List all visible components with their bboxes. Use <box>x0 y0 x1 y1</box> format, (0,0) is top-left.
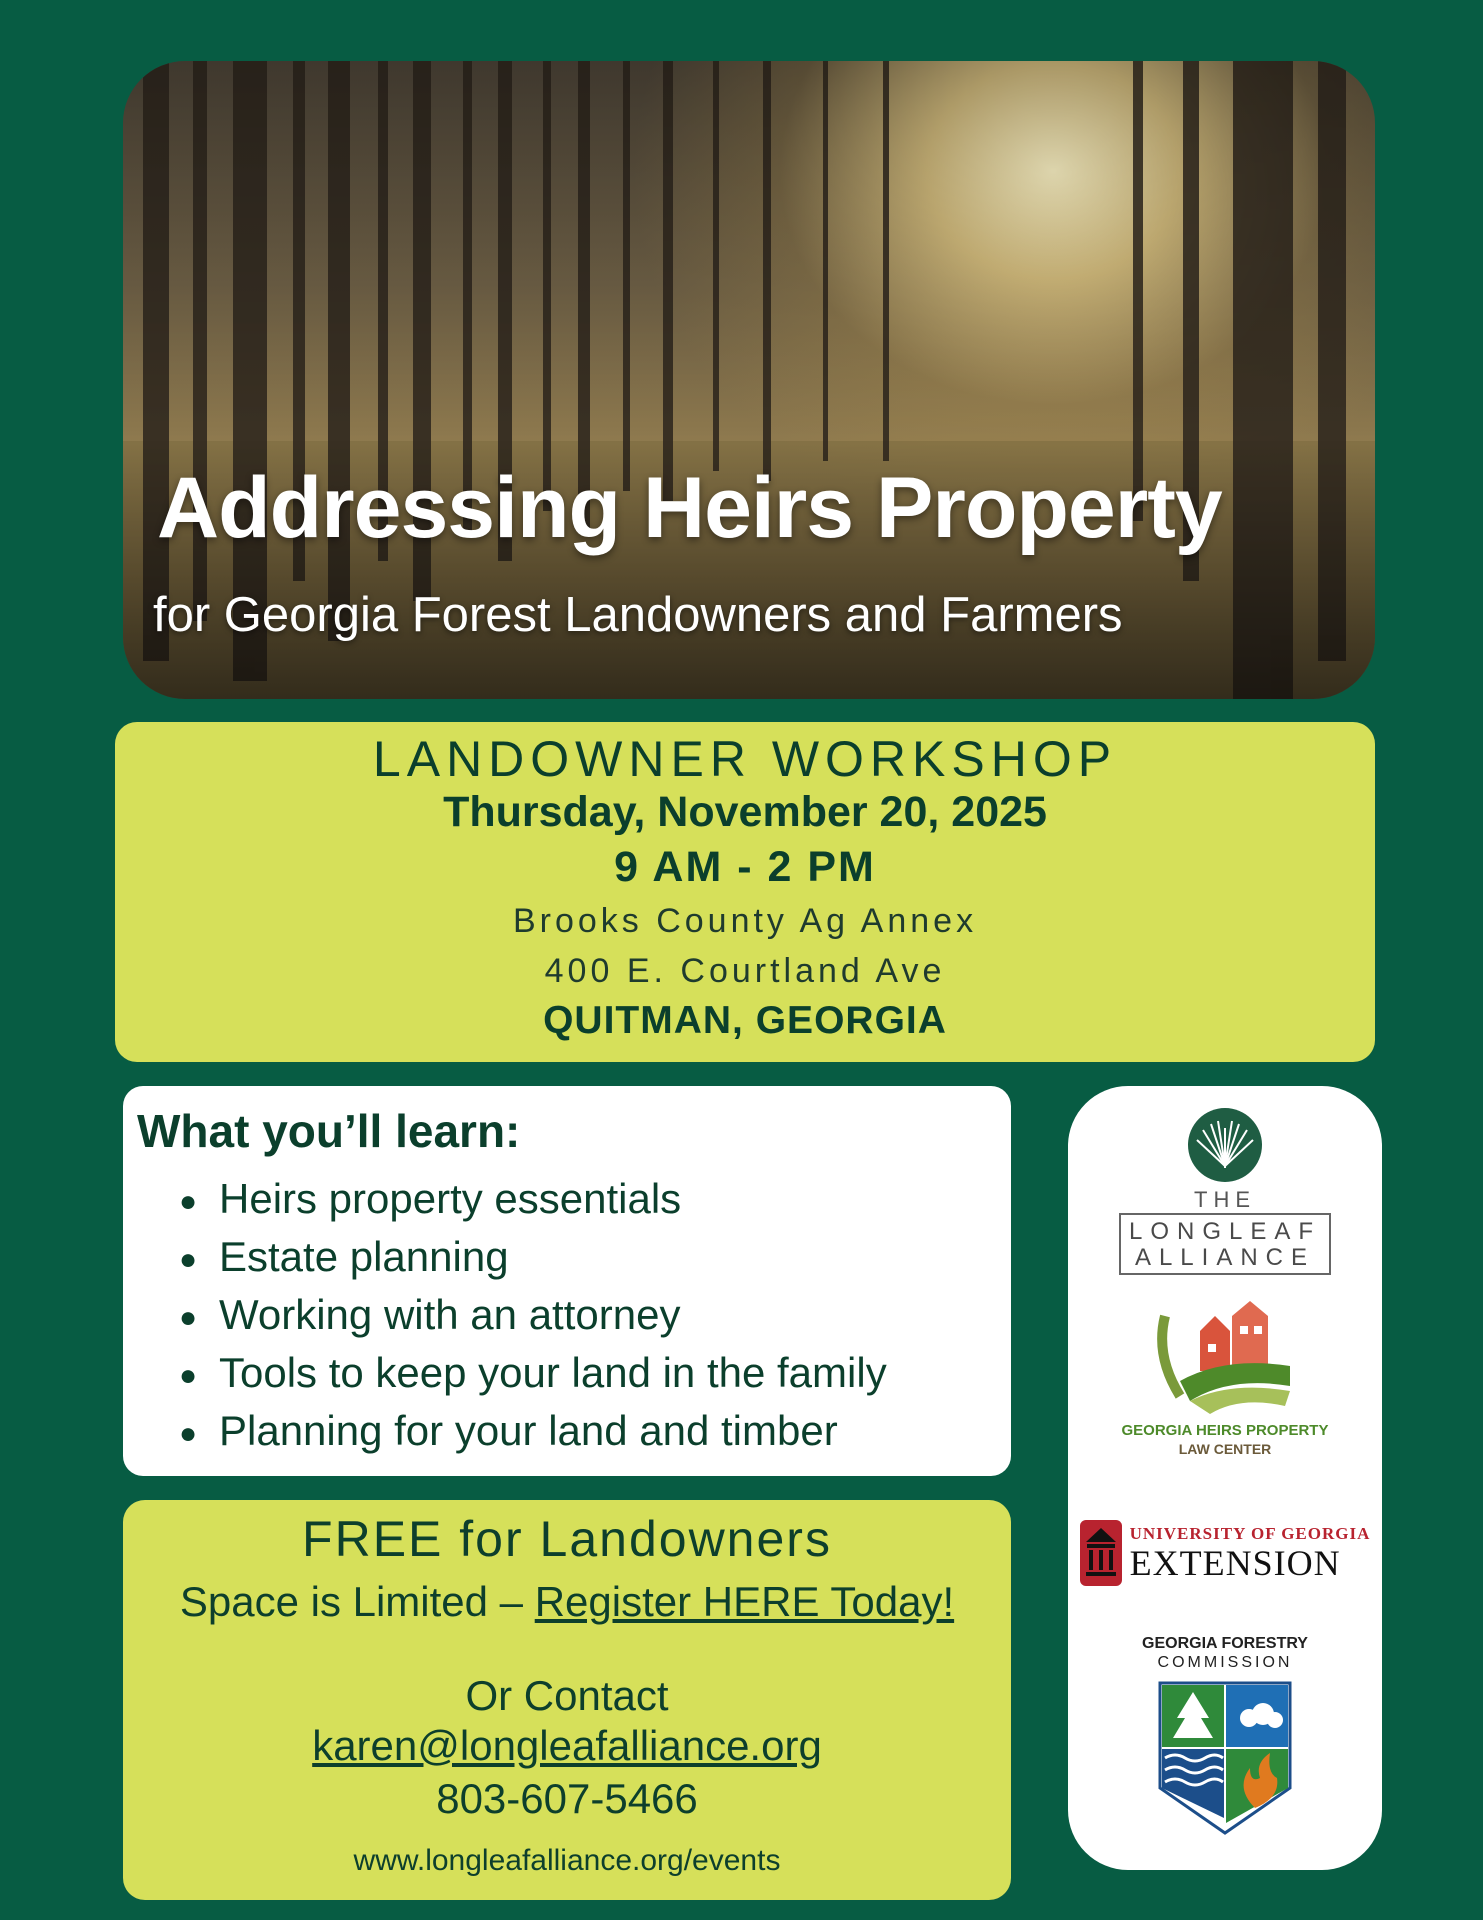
gfc-line2: COMMISSION <box>1157 1654 1293 1671</box>
uga-arch-icon <box>1080 1520 1122 1586</box>
longleaf-alliance-logo <box>1068 1108 1382 1275</box>
list-item <box>179 1344 887 1402</box>
bullet-icon: ● <box>179 1358 198 1392</box>
list-item-label: Planning for your land and timber <box>219 1407 838 1454</box>
bullet-icon: ● <box>179 1184 198 1218</box>
georgia-forestry-logo <box>1068 1634 1382 1843</box>
website-url: www.longleafalliance.org/events <box>353 1844 781 1877</box>
hero-banner <box>123 61 1375 699</box>
bullet-icon: ● <box>179 1416 198 1450</box>
georgia-heirs-logo <box>1068 1296 1382 1457</box>
bullet-icon: ● <box>179 1242 198 1276</box>
longleaf-emblem-icon <box>1185 1108 1265 1182</box>
event-date: Thursday, November 20, 2025 <box>443 788 1047 836</box>
event-venue: Brooks County Ag Annex <box>512 902 978 940</box>
list-item <box>179 1170 887 1228</box>
longleaf-name-box <box>1119 1213 1331 1275</box>
uga-line1: UNIVERSITY OF GEORGIA <box>1129 1524 1371 1543</box>
event-type-label: LANDOWNER WORKSHOP <box>372 731 1118 787</box>
list-item-label: Heirs property essentials <box>219 1175 682 1222</box>
list-item <box>179 1286 887 1344</box>
event-details-box <box>115 722 1375 1062</box>
gfc-line1: GEORGIA FORESTRY <box>1142 1635 1308 1652</box>
page-subtitle: for Georgia Forest Landowners and Farmers <box>153 588 1123 642</box>
list-item-label: Working with an attorney <box>219 1291 681 1338</box>
availability-line <box>123 1578 1011 1626</box>
price-label: FREE for Landowners <box>302 1511 832 1567</box>
event-city: QUITMAN, GEORGIA <box>543 999 947 1042</box>
georgia-heirs-line2: LAW CENTER <box>1178 1441 1272 1457</box>
georgia-heirs-line1: GEORGIA HEIRS PROPERTY <box>1121 1422 1329 1439</box>
longleaf-name-line2: ALLIANCE <box>1134 1244 1316 1271</box>
list-item-label: Estate planning <box>219 1233 509 1280</box>
register-link[interactable]: Register HERE Today! <box>534 1578 955 1625</box>
contact-label: Or Contact <box>465 1672 669 1719</box>
registration-box <box>123 1500 1011 1900</box>
sponsor-logos-panel <box>1068 1086 1382 1870</box>
uga-line2: EXTENSION <box>1129 1543 1341 1583</box>
event-time: 9 AM - 2 PM <box>614 843 876 891</box>
forestry-shield-icon <box>1155 1678 1295 1838</box>
page-title: Addressing Heirs Property <box>157 460 1222 556</box>
learning-topics-box <box>123 1086 1011 1476</box>
email-link[interactable]: karen@longleafalliance.org <box>312 1722 822 1769</box>
list-item <box>179 1402 887 1460</box>
longleaf-the: THE <box>1194 1187 1256 1212</box>
longleaf-name-line1: LONGLEAF <box>1128 1218 1322 1245</box>
bullet-icon: ● <box>179 1300 198 1334</box>
learning-heading: What you’ll learn: <box>137 1105 521 1157</box>
list-item <box>179 1228 887 1286</box>
contact-email <box>123 1722 1011 1770</box>
learning-list <box>179 1170 887 1460</box>
event-street-address: 400 E. Courtland Ave <box>544 952 946 990</box>
space-limited-text: Space is Limited – <box>179 1578 535 1625</box>
house-farm-icon <box>1150 1296 1300 1416</box>
list-item-label: Tools to keep your land in the family <box>219 1349 887 1396</box>
uga-extension-logo <box>1068 1520 1382 1586</box>
contact-phone: 803-607-5466 <box>436 1775 698 1822</box>
